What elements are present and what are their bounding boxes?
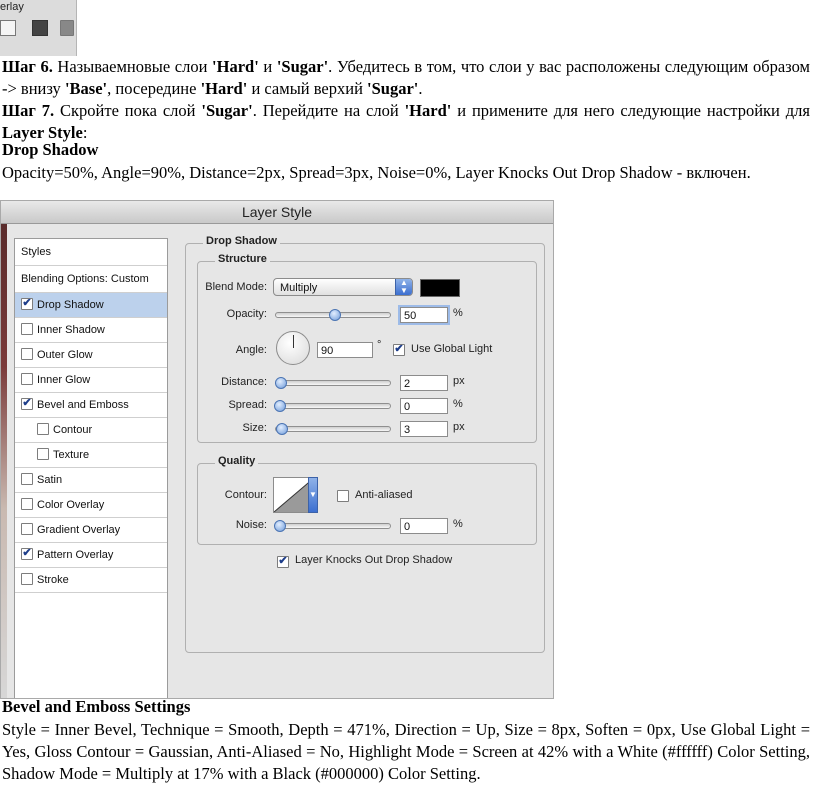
style-item-label: Bevel and Emboss [37,399,129,411]
style-item-checkbox[interactable] [21,573,33,585]
step6-prefix: Шаг 6. [2,57,53,76]
shadow-color-swatch[interactable] [420,279,460,297]
contour-dropdown-arrow[interactable]: ▼ [308,477,318,513]
distance-label: Distance: [221,376,267,388]
opacity-input[interactable]: 50 [400,307,448,323]
spread-slider-thumb[interactable] [274,400,286,412]
step7-text-2: . Перейдите на слой [252,101,405,120]
distance-input[interactable]: 2 [400,375,448,391]
dialog-title: Layer Style [1,201,553,224]
style-item-label: Satin [37,474,63,486]
size-label: Size: [242,422,267,434]
step6-text-2: и [258,57,277,76]
style-item-checkbox[interactable] [37,448,49,460]
style-item-texture[interactable] [15,443,167,468]
anti-aliased-checkbox[interactable] [337,490,349,502]
style-item-satin[interactable] [15,468,167,493]
opacity-label: Opacity: [226,308,267,320]
previous-screenshot-fragment [0,0,77,56]
style-item-pattern-overlay[interactable] [15,543,167,568]
blend-mode-value: Multiply [280,282,318,294]
style-item-label: Pattern Overlay [37,549,114,561]
quality-group [197,463,537,545]
style-item-label: Inner Glow [37,374,91,386]
style-item-checkbox[interactable] [21,323,33,335]
angle-label: Angle: [235,344,267,356]
anti-aliased-label: Anti-aliased [355,489,413,501]
style-item-checkbox[interactable] [21,473,33,485]
step7-hard: 'Hard' [404,101,452,120]
step6-sugar: 'Sugar' [276,57,329,76]
size-slider[interactable] [275,426,391,432]
style-item-label: Gradient Overlay [37,524,121,536]
spread-slider[interactable] [275,403,391,409]
style-item-label: Color Overlay [37,499,105,511]
layer-knocks-out-checkbox[interactable]: ✔ [278,555,288,567]
noise-unit: % [453,518,463,530]
use-global-light-checkbox[interactable]: ✔ [394,343,404,355]
quality-title: Quality [215,455,258,467]
step6-paragraph [2,56,810,100]
step6-text-5: и самый верхий [247,79,368,98]
step7-text-1: Скройте пока слой [54,101,202,120]
spread-unit: % [453,398,463,410]
step7-text-3: и примените для него следующие настройки для [451,101,810,120]
drop-shadow-heading: Drop Shadow [2,140,99,159]
degree-unit: ° [377,339,382,351]
distance-unit: px [453,375,465,387]
style-item-contour[interactable] [15,418,167,443]
drop-shadow-section-title: Drop Shadow [203,235,280,247]
style-item-stroke[interactable] [15,568,167,593]
step6-sugar-2: 'Sugar' [367,79,419,98]
step6-hard-2: 'Hard' [200,79,248,98]
structure-title: Structure [215,253,270,265]
select-arrows-icon: ▲ ▼ [395,279,412,295]
opacity-slider[interactable] [275,312,391,318]
style-item-checkbox[interactable]: ✔ [22,297,32,310]
size-unit: px [453,421,465,433]
step6-text-1: Называемновые слои [52,57,213,76]
blend-mode-select[interactable] [273,278,413,296]
bevel-emboss-description: Style = Inner Bevel, Technique = Smooth, Depth = 471%, Direction = Up, Size = 8px, Soften = 0px, Use Global Light = Yes, Gloss Contour = Gaussian, Anti-Aliased = No, Highlight Mode = Screen at 42% with a White (#ffffff) Color Setting, Shadow Mode = Multiply at 17% with a Black (#000000) Color Setting. [2,720,810,783]
size-slider-thumb[interactable] [276,423,288,435]
style-item-label: Outer Glow [37,349,93,361]
step6-hard: 'Hard' [212,57,259,76]
style-item-inner-glow[interactable] [15,368,167,393]
style-item-inner-shadow[interactable] [15,318,167,343]
style-item-checkbox[interactable] [21,373,33,385]
style-item-label: Contour [53,424,93,436]
step7-text-4: : [82,123,88,142]
use-global-light-label: Use Global Light [411,343,493,355]
styles-list [14,238,168,699]
style-item-drop-shadow[interactable] [15,293,167,318]
noise-label: Noise: [235,519,267,531]
spread-input[interactable]: 0 [400,398,448,414]
step7-layer-style: Layer Style [2,123,83,142]
step7-paragraph [2,100,810,144]
angle-dial-hand [293,335,294,348]
style-item-checkbox[interactable]: ✔ [22,397,32,410]
angle-dial[interactable] [276,331,310,365]
noise-input[interactable]: 0 [400,518,448,534]
blending-options-item[interactable]: Blending Options: Custom [15,266,167,293]
style-item-label: Texture [53,449,90,461]
step6-text-3: . Убедитесь в том, что слои у вас расположены следующим образом -> внизу [2,57,810,98]
step6-text-6: . [418,79,423,98]
trash-icon [60,20,74,36]
style-item-label: Inner Shadow [37,324,105,336]
style-item-checkbox[interactable] [37,423,49,435]
bevel-emboss-heading: Bevel and Emboss Settings [2,697,191,716]
step7-sugar: 'Sugar' [201,101,253,120]
layer-knocks-out-label: Layer Knocks Out Drop Shadow [295,554,453,566]
distance-slider[interactable] [275,380,391,386]
background-strip [1,224,7,698]
size-input[interactable]: 3 [400,421,448,437]
styles-header[interactable]: Styles [15,239,167,266]
drop-shadow-description: Opacity=50%, Angle=90%, Distance=2px, Spread=3px, Noise=0%, Layer Knocks Out Drop Shadow - включен. [2,163,751,182]
noise-slider[interactable] [275,523,391,529]
new-layer-icon [0,20,16,36]
style-item-checkbox[interactable] [21,348,33,360]
noise-slider-thumb[interactable] [274,520,286,532]
style-item-checkbox[interactable]: ✔ [22,547,32,560]
distance-slider-thumb[interactable] [275,377,287,389]
spread-label: Spread: [228,399,267,411]
style-item-bevel-and-emboss[interactable] [15,393,167,418]
style-item-checkbox[interactable] [21,523,33,535]
blend-mode-label: Blend Mode: [205,281,267,293]
step7-prefix: Шаг 7. [2,101,55,120]
style-item-gradient-overlay[interactable] [15,518,167,543]
contour-label: Contour: [224,489,267,501]
layer-style-dialog [0,200,554,699]
fragment-label: erlay [0,1,24,13]
style-item-label: Drop Shadow [37,299,104,311]
style-item-checkbox[interactable] [21,498,33,510]
angle-input[interactable]: 90 [317,342,373,358]
step6-text-4: , посередине [107,79,201,98]
layer-mask-icon [32,20,48,36]
style-item-color-overlay[interactable] [15,493,167,518]
style-item-label: Stroke [37,574,69,586]
opacity-unit: % [453,307,463,319]
opacity-slider-thumb[interactable] [329,309,341,321]
style-item-outer-glow[interactable] [15,343,167,368]
step6-base: 'Base' [64,79,108,98]
